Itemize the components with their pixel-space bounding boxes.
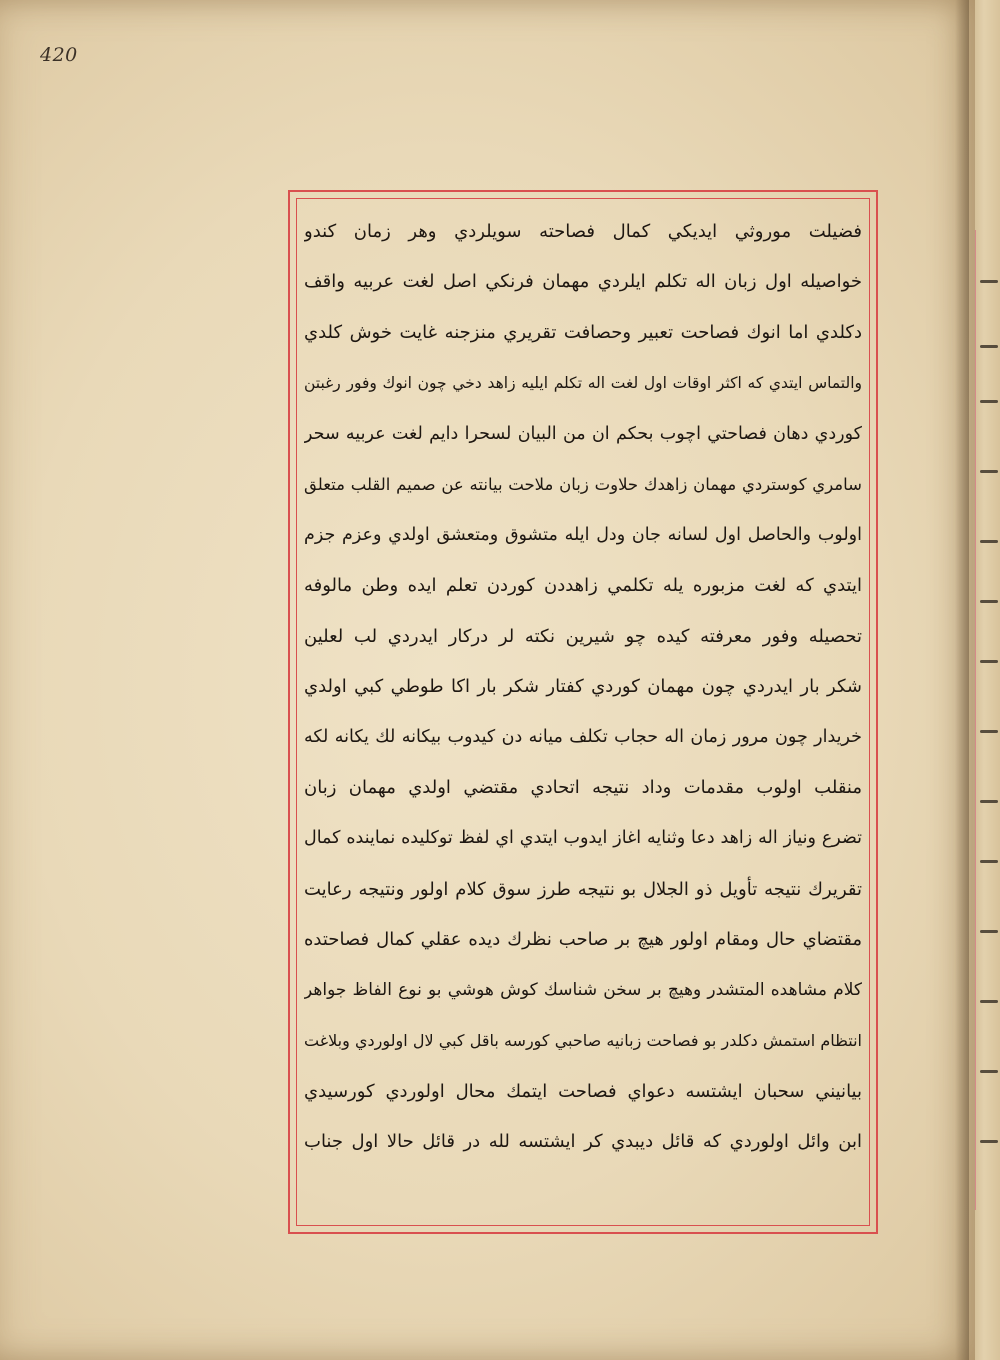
manuscript-line: شكر بار ايدردي چون مهمان كوردي كفتار شكر بار اكا طوطي كبي اولدي [304,676,862,698]
manuscript-line: اولوب والحاصل اول لسانه جان ودل ايله متشوق ومتعشق اولدي وعزم جزم [304,524,862,545]
facing-page-ink-mark [980,1070,998,1073]
manuscript-line: منقلب اولوب مقدمات وداد نتيجه اتحادي مقتضي اولدي مهمان زبان [304,777,862,799]
facing-page-ink-mark [980,345,998,348]
manuscript-line: تقريرك نتيجه تأويل ذو الجلال بو نتيجه طرز سوق كلام اولور ونتيجه رعايت [304,878,862,900]
manuscript-line: سامري كوستردي مهمان زاهدك حلاوت زبان ملاحت بيانته عن صميم القلب متعلق [304,474,862,494]
manuscript-line: ابن وائل اولوردي كه قائل ديبدي كر ايشتسه لله در قائل حالا اول جناب [304,1131,862,1153]
facing-page-ink-mark [980,860,998,863]
manuscript-line: والتماس ايتدي كه اكثر اوقات اول لغت اله تكلم ايليه زاهد دخي چون انوك وفور رغبتن [304,374,862,393]
manuscript-text-block [304,206,862,1218]
manuscript-line: دكلدي اما انوك فصاحت تعبير وحصافت تقريري منزجنه غايت خوش كلدي [304,321,862,343]
manuscript-line: مقتضاي حال ومقام اولور هيچ بر صاحب نظرك ديده عقلي كمال فصاحتده [304,929,862,951]
facing-page-ink-mark [980,400,998,403]
page-edge-shadow [955,0,969,1360]
facing-page-ink-mark [980,800,998,803]
manuscript-line: تحصيله وفور معرفته كيده چو شيرين نكته لر دركار ايدردي لب لعلين [304,625,862,647]
manuscript-line: فضيلت موروثي ايديكي كمال فصاحته سويلردي وهر زمان كندو [304,220,862,242]
manuscript-line: تضرع ونياز اله زاهد دعا وثنايه اغاز ايدوب ايتدي اي لفظ توكليده نماينده كمال [304,828,862,849]
facing-page-ink-mark [980,280,998,283]
manuscript-line: خواصيله اول زبان اله تكلم ايلردي مهمان فرنكي اصل لغت عربيه واقف [304,271,862,293]
manuscript-line: خريدار چون مرور زمان اله حجاب تكلف ميانه دن كيدوب بيكانه لك يكانه لكه [304,727,862,748]
folio-number: 420 [40,44,78,66]
facing-page-ink-mark [980,660,998,663]
manuscript-line: كلام مشاهده المتشدر وهيچ بر سخن شناسك كوش هوشي بو نوع الفاظ جواهر [304,980,862,1001]
facing-page-ink-mark [980,1000,998,1003]
manuscript-line: بيانيني سحبان ايشتسه دعواي فصاحت ايتمك محال اولوردي كورسيدي [304,1080,862,1102]
facing-page-ink-mark [980,540,998,543]
manuscript-line: انتظام استمش دكلدر بو فصاحت زبانيه صاحبي كورسه باقل كبي لال اولوردي وبلاغت [304,1031,862,1051]
facing-page-ink-mark [980,470,998,473]
manuscript-line: ايتدي كه لغت مزبوره يله تكلمي زاهددن كوردن تعلم ايده وطن مالوفه [304,574,862,596]
facing-page-ink-mark [980,1140,998,1143]
facing-page-ink-mark [980,930,998,933]
manuscript-line: كوردي دهان فصاحتي اچوب بحكم ان من البيان لسحرا دايم لغت عربيه سحر [304,423,862,444]
facing-page-ink-mark [980,730,998,733]
facing-page-ink-mark [980,600,998,603]
